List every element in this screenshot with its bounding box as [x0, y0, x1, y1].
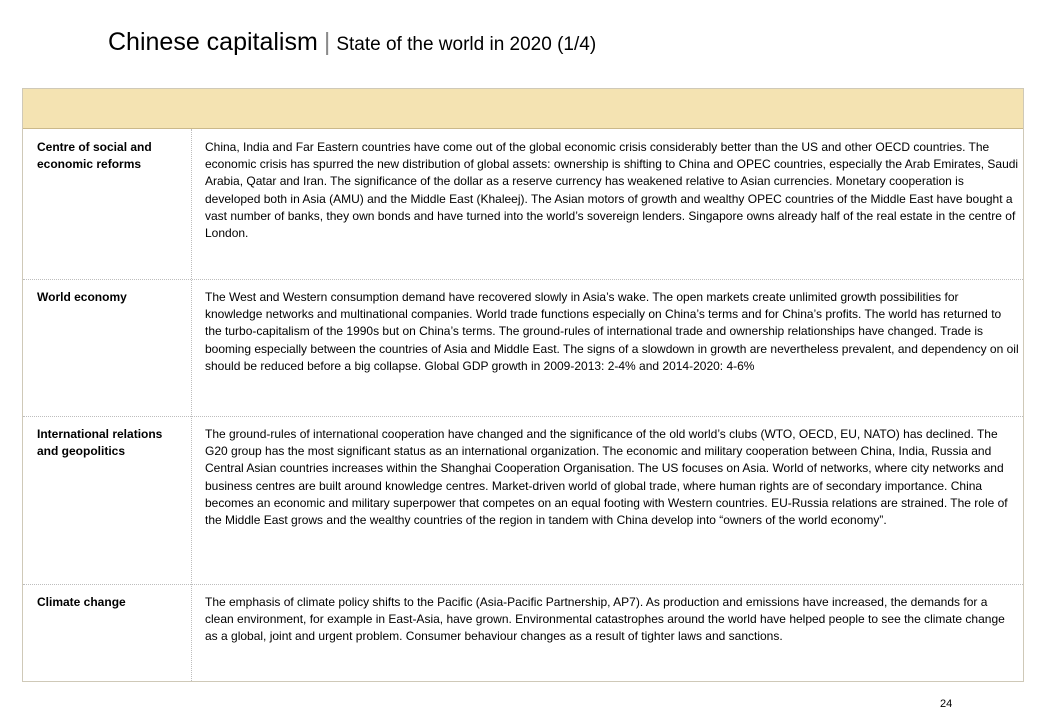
- title-subtitle: State of the world in 2020 (1/4): [336, 34, 597, 55]
- column-divider: [191, 129, 192, 681]
- table-header-band: [23, 89, 1023, 129]
- row-text: The emphasis of climate policy shifts to the Pacific (Asia-Pacific Partnership, AP7). As production and emissions have increased, the demands for a clean environment, for example in East-Asia, have grown. Environmental catastrophes around the world have helped people to see the climate change as a global, joint and urgent problem. Consumer behaviour changes as a result of tighter laws and sanctions.: [205, 595, 1005, 644]
- row-divider: [23, 416, 1023, 417]
- row-label: Centre of social and economic reforms: [37, 140, 152, 171]
- title-main: Chinese capitalism: [108, 28, 318, 56]
- row-text: China, India and Far Eastern countries have come out of the global economic crisis considerably better than the US and other OECD countries. The economic crisis has spurred the new distribution of global assets: ownership is shifting to China and OPEC countries, especially the Arab Emirates, Saudi Arabia, Qatar and Iran. The significance of the dollar as a reserve currency has weakened relative to Asian currencies. Monetary cooperation is developed both in Asia (AMU) and the Middle East (Khaleej). The Asian motors of growth and wealthy OPEC countries of the Middle East have bought a vast number of banks, they own bonds and have turned into the world’s sovereign lenders. Singapore owns already half of the real estate in the centre of London.: [205, 140, 1019, 241]
- slide-title: [108, 28, 596, 57]
- page-number: 24: [940, 698, 953, 710]
- row-divider: [23, 279, 1023, 280]
- title-separator: |: [323, 28, 331, 56]
- row-text: The ground-rules of international cooperation have changed and the significance of the old world’s clubs (WTO, OECD, EU, NATO) has declined. The G20 group has the most significant status as an international organization. The economic and military cooperation between China, India, Russia and Central Asian countries increases within the Shanghai Cooperation Organisation. The US focuses on Asia. World of networks, where city networks and business centres are built around knowledge centres. Market-driven world of global trade, where human rights are of secondary importance. China becomes an economic and military superpower that competes on an equal footing with Western countries. EU-Russia relations are strained. The role of the Middle East grows and the wealthy countries of the region in tandem with China develop into “owners of the world economy”.: [205, 427, 1008, 528]
- row-label: World economy: [37, 290, 127, 304]
- row-label: International relations and geopolitics: [37, 427, 163, 458]
- scenario-table: [22, 88, 1024, 682]
- row-divider: [23, 584, 1023, 585]
- row-text: The West and Western consumption demand have recovered slowly in Asia’s wake. The open markets create unlimited growth possibilities for knowledge networks and multinational companies. World trade functions especially on China’s terms and for China’s profits. The world has returned to the turbo-capitalism of the 1990s but on China’s terms. The ground-rules of international trade and ownership relationships have changed. Trade is booming especially between the countries of Asia and Middle East. The signs of a slowdown in growth are nevertheless prevalent, and dependency on oil should be reduced before a big collapse. Global GDP growth in 2009-2013: 2-4% and 2014-2020: 4-6%: [205, 290, 1019, 373]
- row-label: Climate change: [37, 595, 126, 609]
